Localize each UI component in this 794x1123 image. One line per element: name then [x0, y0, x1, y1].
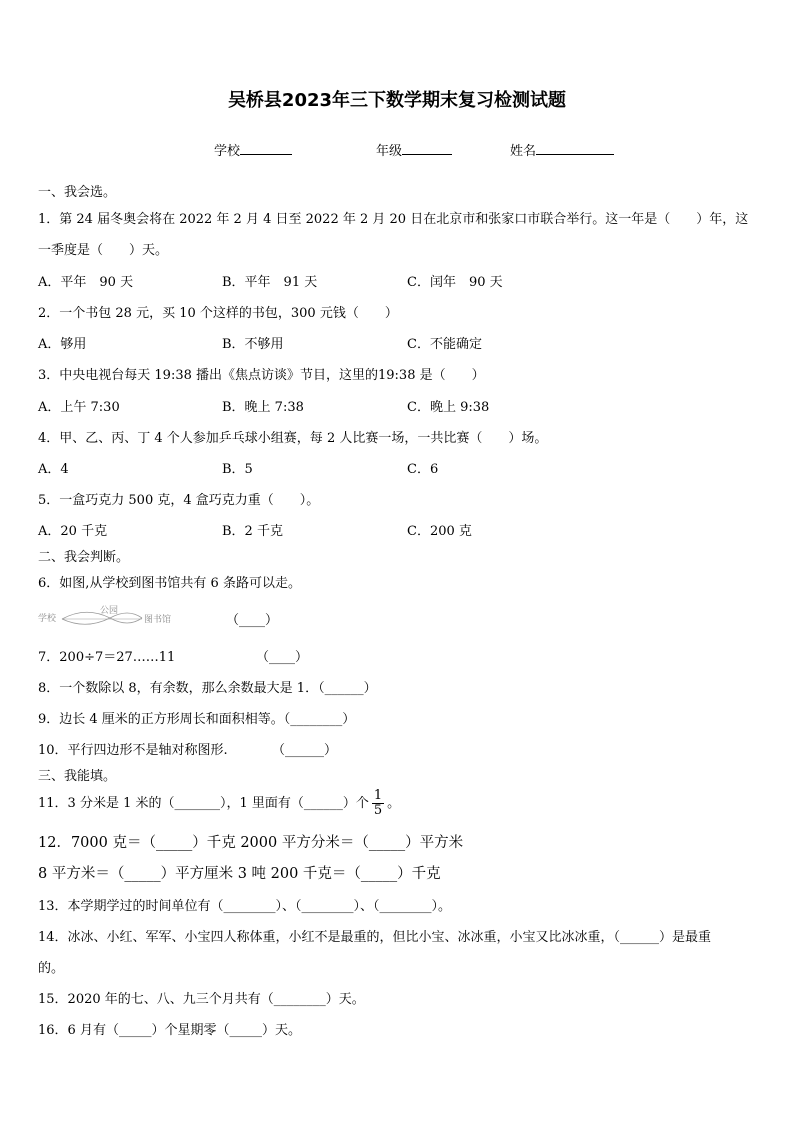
question-2-option-c: C．不能确定	[407, 337, 482, 352]
question-8: 8．一个数除以 8，有余数，那么余数最大是 1．（______）	[38, 681, 377, 696]
question-15: 15．2020 年的七、八、九三个月共有（________）天。	[38, 992, 365, 1007]
question-10-answer: （______）	[272, 743, 338, 758]
question-5-option-c: C．200 克	[407, 524, 472, 539]
question-11	[38, 789, 400, 818]
question-5-option-b: B．2 千克	[222, 524, 283, 539]
question-6-answer: （____）	[226, 613, 279, 628]
fraction-numerator: 1	[373, 788, 383, 803]
question-2-option-b: B．不够用	[222, 337, 284, 352]
grade-blank	[402, 141, 452, 155]
grade-label: 年级	[376, 144, 403, 159]
name-field	[510, 140, 614, 159]
question-1-option-c: C．闰年 90 天	[407, 275, 503, 290]
question-5: 5．一盒巧克力 500 克，4 盒巧克力重（ ）。	[38, 493, 320, 508]
question-3: 3．中央电视台每天 19:38 播出《焦点访谈》节目，这里的19:38 是（ ）	[38, 368, 485, 383]
diagram-label-library: 图书馆	[144, 615, 172, 625]
grade-field	[376, 140, 452, 159]
question-12-line-2: 8 平方米＝（_____）平方厘米 3 吨 200 千克＝（_____）千克	[38, 866, 441, 882]
question-11-text: 11．3 分米是 1 米的（_______），1 里面有（______）个	[38, 796, 369, 811]
question-4: 4．甲、乙、丙、丁 4 个人参加乒乓球小组赛，每 2 人比赛一场，一共比赛（ ）场。	[38, 431, 548, 446]
question-2-option-a: A．够用	[38, 337, 87, 352]
school-blank	[240, 141, 292, 155]
question-9: 9．边长 4 厘米的正方形周长和面积相等。（________）	[38, 712, 356, 727]
route-diagram	[38, 604, 188, 630]
question-11-end: 。	[387, 796, 401, 811]
question-14-line-2: 的。	[38, 961, 65, 976]
question-14-line-1: 14．冰冰、小红、军军、小宝四人称体重，小红不是最重的，但比小宝、冰冰重，小宝又比冰冰重，（______）是最重	[38, 930, 712, 945]
diagram-label-park: 公园	[100, 606, 119, 616]
question-4-option-c: C．6	[407, 462, 439, 477]
question-3-option-b: B．晚上 7:38	[222, 400, 304, 415]
name-blank	[536, 141, 614, 155]
question-1-option-b: B．平年 91 天	[222, 275, 318, 290]
fraction-one-fifth	[372, 789, 384, 818]
name-label: 姓名	[510, 144, 537, 159]
question-4-option-a: A．4	[38, 462, 69, 477]
section-heading-judge: 二、我会判断。	[38, 550, 130, 565]
question-6: 6．如图,从学校到图书馆共有 6 条路可以走。	[38, 576, 301, 591]
fraction-denominator: 5	[373, 803, 383, 818]
question-13: 13．本学期学过的时间单位有（________）、（________）、（________）。	[38, 899, 452, 914]
question-16: 16．6 月有（_____）个星期零（_____）天。	[38, 1023, 301, 1038]
question-2: 2．一个书包 28 元，买 10 个这样的书包，300 元钱（ ）	[38, 306, 398, 321]
school-label: 学校	[214, 144, 241, 159]
page-title: 吴桥县2023年三下数学期末复习检测试题	[227, 90, 567, 111]
question-7-answer: （____）	[256, 650, 309, 665]
diagram-label-school: 学校	[38, 614, 57, 624]
question-3-option-a: A．上午 7:30	[38, 400, 120, 415]
question-10: 10．平行四边形不是轴对称图形.	[38, 743, 228, 758]
question-3-option-c: C．晚上 9:38	[407, 400, 490, 415]
question-1-line-1: 1．第 24 届冬奥会将在 2022 年 2 月 4 日至 2022 年 2 月 20 日在北京市和张家口市联合举行。这一年是（ ）年，这	[38, 212, 749, 227]
question-5-option-a: A．20 千克	[38, 524, 108, 539]
question-7: 7．200÷7＝27……11	[38, 650, 176, 665]
question-1-option-a: A．平年 90 天	[38, 275, 134, 290]
question-12-line-1: 12．7000 克＝（_____）千克 2000 平方分米＝（_____）平方米	[38, 835, 464, 851]
section-heading-choice: 一、我会选。	[38, 185, 117, 200]
question-4-option-b: B．5	[222, 462, 253, 477]
school-field	[214, 140, 292, 159]
question-1-line-2: 一季度是（ ）天。	[38, 243, 169, 258]
section-heading-fill: 三、我能填。	[38, 769, 117, 784]
